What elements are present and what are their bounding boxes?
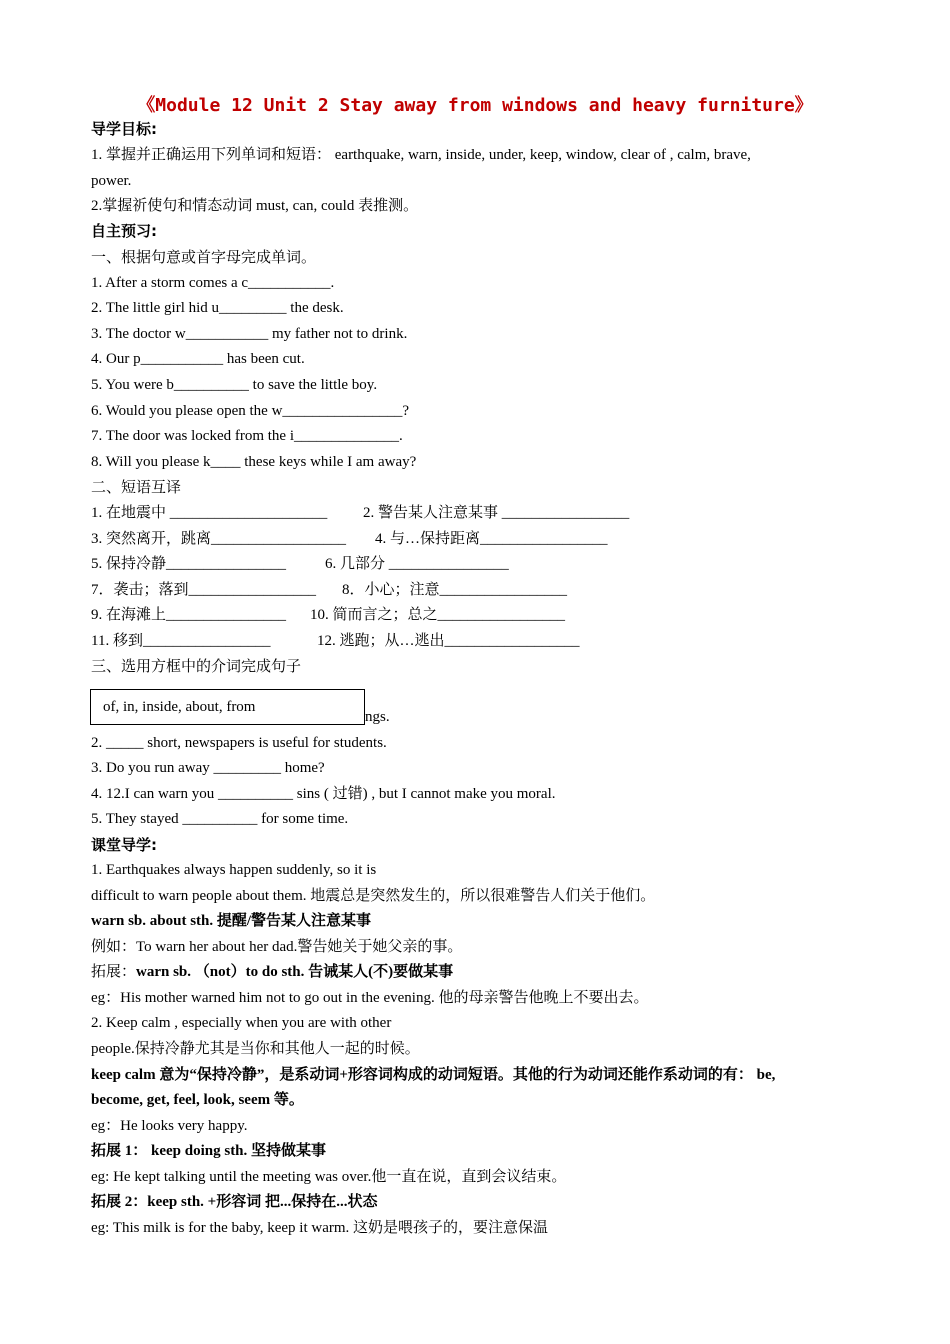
section3-item: 5. They stayed __________ for some time. xyxy=(91,811,349,827)
phrase-right: 8．小心；注意_________________ xyxy=(342,582,568,598)
classroom-example: eg: He kept talking until the meeting was over.他一直在说，直到会议结束。 xyxy=(91,1169,567,1185)
phrase-left: 5. 保持冷静________________ xyxy=(91,556,287,572)
phrase-left: 3. 突然离开，跳离__________________ xyxy=(91,531,347,547)
section1-title: 一、根据句意或首字母完成单词。 xyxy=(91,248,317,266)
phrase-right: 6. 几部分 ________________ xyxy=(325,556,509,572)
extension-phrase: warn sb. （not）to do sth. 告诫某人(不)要做某事 xyxy=(136,964,454,980)
phrase-left: 1. 在地震中 _____________________ xyxy=(91,505,328,521)
section1-item: 3. The doctor w___________ my father not to drink. xyxy=(91,326,408,342)
document-title: 《Module 12 Unit 2 Stay away from windows and heavy furniture》 xyxy=(137,95,813,116)
objective-item-1: 1. 掌握并正确运用下列单词和短语： earthquake, warn, inside, under, keep, window, clear of , calm, brave, xyxy=(91,147,751,163)
classroom-example: eg: This milk is for the baby, keep it warm. 这奶是喂孩子的，要注意保温 xyxy=(91,1220,549,1236)
classroom-paragraph: people.保持冷静尤其是当你和其他人一起的时候。 xyxy=(91,1041,420,1057)
extension-prefix: 拓展： xyxy=(91,964,137,980)
classroom-key-phrase: keep calm 意为“保持冷静”，是系动词+形容词构成的动词短语。其他的行为动词还能作系动词的有： be, xyxy=(91,1067,776,1083)
phrase-right: 10. 简而言之；总之_________________ xyxy=(310,607,566,623)
classroom-paragraph: 1. Earthquakes always happen suddenly, so it is xyxy=(91,862,377,878)
phrase-left: 7．袭击；落到_________________ xyxy=(91,582,317,598)
classroom-extension: 拓展 1： keep doing sth. 坚持做某事 xyxy=(91,1143,327,1159)
classroom-heading: 课堂导学: xyxy=(91,836,157,854)
section1-item: 7. The door was locked from the i______________. xyxy=(91,428,403,444)
classroom-example: 例如：To warn her about her dad.警告她关于她父亲的事。 xyxy=(91,939,463,955)
objective-item-2: 2.掌握祈使句和情态动词 must, can, could 表推测。 xyxy=(91,198,419,214)
classroom-key-phrase: become, get, feel, look, seem 等。 xyxy=(91,1092,304,1108)
classroom-example: eg：His mother warned him not to go out in the evening. 他的母亲警告他晚上不要出去。 xyxy=(91,990,649,1006)
section3-item: 2. _____ short, newspapers is useful for students. xyxy=(91,735,387,751)
phrase-right: 12. 逃跑；从…逃出__________________ xyxy=(317,633,580,649)
classroom-key-phrase: warn sb. about sth. 提醒/警告某人注意某事 xyxy=(91,913,372,929)
classroom-paragraph: difficult to warn people about them. 地震总是突然发生的，所以很难警告人们关于他们。 xyxy=(91,888,656,904)
section1-item: 4. Our p___________ has been cut. xyxy=(91,351,305,367)
phrase-left: 9. 在海滩上________________ xyxy=(91,607,287,623)
section1-item: 2. The little girl hid u_________ the desk. xyxy=(91,300,344,316)
phrase-right: 2. 警告某人注意某事 _________________ xyxy=(363,505,630,521)
section3-item-1-tail: ngs. xyxy=(365,709,390,725)
objective-item-1-cont: power. xyxy=(91,173,132,189)
classroom-extension: 拓展 2：keep sth. +形容词 把...保持在...状态 xyxy=(91,1194,378,1210)
section3-item: 4. 12.I can warn you __________ sins ( 过错) , but I cannot make you moral. xyxy=(91,786,556,802)
classroom-example: eg：He looks very happy. xyxy=(91,1118,248,1134)
phrase-right: 4. 与…保持距离_________________ xyxy=(375,531,608,547)
phrase-left: 11. 移到_________________ xyxy=(91,633,271,649)
section3-item: 3. Do you run away _________ home? xyxy=(91,760,325,776)
section1-item: 6. Would you please open the w________________? xyxy=(91,403,410,419)
section2-title: 二、短语互译 xyxy=(91,478,182,496)
preview-heading: 自主预习: xyxy=(91,222,157,240)
classroom-extension xyxy=(91,962,453,982)
objectives-heading: 导学目标: xyxy=(91,120,157,138)
section1-item: 1. After a storm comes a c___________. xyxy=(91,275,335,291)
section3-title: 三、选用方框中的介词完成句子 xyxy=(91,657,302,675)
classroom-paragraph: 2. Keep calm , especially when you are with other xyxy=(91,1015,392,1031)
section1-item: 8. Will you please k____ these keys while I am away? xyxy=(91,454,417,470)
section1-item: 5. You were b__________ to save the little boy. xyxy=(91,377,378,393)
preposition-word-box: of, in, inside, about, from xyxy=(90,689,365,725)
